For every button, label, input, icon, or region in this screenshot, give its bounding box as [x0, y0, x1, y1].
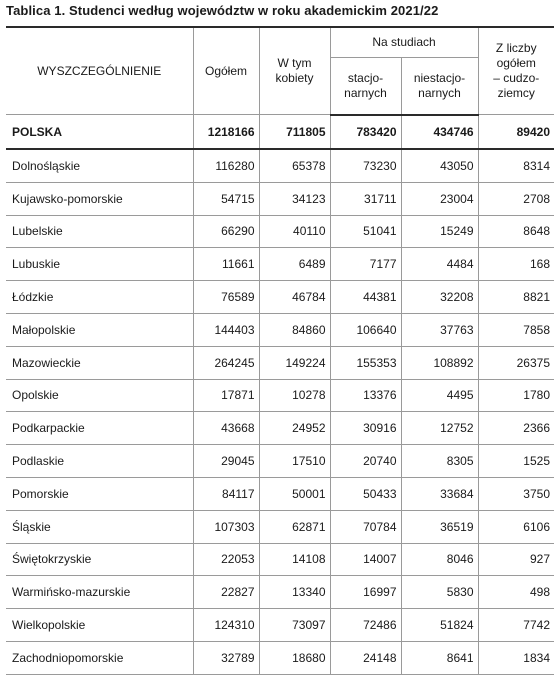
cell-total: 17871 [193, 379, 259, 412]
table-row [6, 149, 554, 182]
table-row [6, 412, 554, 445]
table-row [6, 445, 554, 478]
cell-fulltime: 7177 [330, 248, 401, 281]
cell-foreign: 7858 [478, 313, 554, 346]
cell-total: 22053 [193, 543, 259, 576]
table-title: Tablica 1. Studenci według województw w roku akademickim 2021/22 [6, 3, 439, 18]
row-name: Kujawsko-pomorskie [6, 182, 193, 215]
cell-foreign: 8648 [478, 215, 554, 248]
cell-foreign: 6106 [478, 510, 554, 543]
cell-parttime: 434746 [401, 115, 478, 150]
cell-total: 54715 [193, 182, 259, 215]
row-name: Mazowieckie [6, 346, 193, 379]
row-name: Lubelskie [6, 215, 193, 248]
table-row [6, 281, 554, 314]
cell-fulltime: 51041 [330, 215, 401, 248]
cell-women: 711805 [259, 115, 330, 150]
cell-total: 11661 [193, 248, 259, 281]
cell-parttime: 8641 [401, 641, 478, 674]
header-item: WYSZCZEGÓLNIENIE [6, 27, 193, 115]
header-women [259, 27, 330, 115]
header-foreign-line4: ziemcy [497, 86, 535, 100]
row-name: Dolnośląskie [6, 149, 193, 182]
cell-total: 84117 [193, 477, 259, 510]
table-row [6, 215, 554, 248]
table-row [6, 182, 554, 215]
cell-women: 50001 [259, 477, 330, 510]
cell-foreign: 168 [478, 248, 554, 281]
table-row [6, 379, 554, 412]
cell-fulltime: 70784 [330, 510, 401, 543]
cell-women: 13340 [259, 576, 330, 609]
cell-foreign: 3750 [478, 477, 554, 510]
header-women-line1: W tym [277, 56, 312, 70]
header-parttime [401, 58, 478, 115]
cell-women: 40110 [259, 215, 330, 248]
cell-foreign: 8821 [478, 281, 554, 314]
header-fulltime-line2: narnych [344, 85, 387, 100]
cell-foreign: 498 [478, 576, 554, 609]
row-name: Małopolskie [6, 313, 193, 346]
row-name: Śląskie [6, 510, 193, 543]
header-parttime-line2: narnych [418, 85, 461, 100]
table-row [6, 313, 554, 346]
table-row [6, 609, 554, 642]
cell-foreign: 1525 [478, 445, 554, 478]
cell-parttime: 4495 [401, 379, 478, 412]
cell-foreign: 26375 [478, 346, 554, 379]
cell-women: 73097 [259, 609, 330, 642]
cell-women: 18680 [259, 641, 330, 674]
cell-parttime: 108892 [401, 346, 478, 379]
header-foreign-line2: ogółem [496, 56, 536, 70]
cell-parttime: 43050 [401, 149, 478, 182]
cell-women: 84860 [259, 313, 330, 346]
students-table [6, 26, 554, 675]
header-foreign-line1: Z liczby [495, 41, 537, 55]
cell-parttime: 37763 [401, 313, 478, 346]
row-name: Świętokrzyskie [6, 543, 193, 576]
cell-women: 24952 [259, 412, 330, 445]
cell-women: 149224 [259, 346, 330, 379]
cell-total: 43668 [193, 412, 259, 445]
cell-foreign: 7742 [478, 609, 554, 642]
cell-fulltime: 44381 [330, 281, 401, 314]
cell-parttime: 5830 [401, 576, 478, 609]
table-row [6, 641, 554, 674]
header-studies-group: Na studiach [330, 27, 478, 58]
cell-total: 116280 [193, 149, 259, 182]
cell-fulltime: 72486 [330, 609, 401, 642]
cell-total: 124310 [193, 609, 259, 642]
row-name: Wielkopolskie [6, 609, 193, 642]
cell-fulltime: 13376 [330, 379, 401, 412]
header-women-line2: kobiety [275, 71, 314, 85]
cell-parttime: 36519 [401, 510, 478, 543]
cell-fulltime: 155353 [330, 346, 401, 379]
row-name: Lubuskie [6, 248, 193, 281]
row-name: Pomorskie [6, 477, 193, 510]
cell-fulltime: 20740 [330, 445, 401, 478]
cell-parttime: 33684 [401, 477, 478, 510]
cell-women: 46784 [259, 281, 330, 314]
cell-total: 32789 [193, 641, 259, 674]
table-body [6, 115, 554, 675]
cell-total: 107303 [193, 510, 259, 543]
row-name: Zachodniopomorskie [6, 641, 193, 674]
header-foreign [478, 27, 554, 115]
table-row [6, 477, 554, 510]
cell-foreign: 89420 [478, 115, 554, 150]
row-name: POLSKA [6, 115, 193, 150]
header-fulltime [330, 58, 401, 115]
row-name: Podkarpackie [6, 412, 193, 445]
cell-foreign: 1834 [478, 641, 554, 674]
table-row-total [6, 115, 554, 150]
header-total: Ogółem [193, 27, 259, 115]
cell-parttime: 4484 [401, 248, 478, 281]
header-fulltime-line1: stacjo- [347, 70, 384, 85]
cell-parttime: 8046 [401, 543, 478, 576]
cell-foreign: 1780 [478, 379, 554, 412]
row-name: Opolskie [6, 379, 193, 412]
table-row [6, 543, 554, 576]
cell-women: 17510 [259, 445, 330, 478]
cell-total: 22827 [193, 576, 259, 609]
cell-foreign: 927 [478, 543, 554, 576]
cell-parttime: 8305 [401, 445, 478, 478]
cell-total: 66290 [193, 215, 259, 248]
cell-fulltime: 783420 [330, 115, 401, 150]
table-row [6, 346, 554, 379]
row-name: Łódzkie [6, 281, 193, 314]
table-row [6, 510, 554, 543]
cell-fulltime: 16997 [330, 576, 401, 609]
table-row [6, 248, 554, 281]
cell-parttime: 32208 [401, 281, 478, 314]
row-name: Podlaskie [6, 445, 193, 478]
cell-parttime: 23004 [401, 182, 478, 215]
cell-parttime: 51824 [401, 609, 478, 642]
cell-total: 29045 [193, 445, 259, 478]
cell-foreign: 8314 [478, 149, 554, 182]
header-foreign-line3: – cudzo- [493, 71, 540, 85]
cell-total: 144403 [193, 313, 259, 346]
cell-total: 76589 [193, 281, 259, 314]
cell-fulltime: 31711 [330, 182, 401, 215]
cell-women: 65378 [259, 149, 330, 182]
table-header [6, 27, 554, 115]
cell-total: 1218166 [193, 115, 259, 150]
cell-fulltime: 24148 [330, 641, 401, 674]
cell-parttime: 12752 [401, 412, 478, 445]
cell-women: 10278 [259, 379, 330, 412]
cell-fulltime: 73230 [330, 149, 401, 182]
table-row [6, 576, 554, 609]
cell-fulltime: 106640 [330, 313, 401, 346]
cell-women: 62871 [259, 510, 330, 543]
cell-parttime: 15249 [401, 215, 478, 248]
cell-foreign: 2366 [478, 412, 554, 445]
cell-women: 34123 [259, 182, 330, 215]
cell-women: 14108 [259, 543, 330, 576]
row-name: Warmińsko-mazurskie [6, 576, 193, 609]
cell-total: 264245 [193, 346, 259, 379]
cell-fulltime: 14007 [330, 543, 401, 576]
cell-fulltime: 30916 [330, 412, 401, 445]
header-parttime-line1: niestacjo- [413, 70, 466, 85]
cell-women: 6489 [259, 248, 330, 281]
cell-fulltime: 50433 [330, 477, 401, 510]
cell-foreign: 2708 [478, 182, 554, 215]
